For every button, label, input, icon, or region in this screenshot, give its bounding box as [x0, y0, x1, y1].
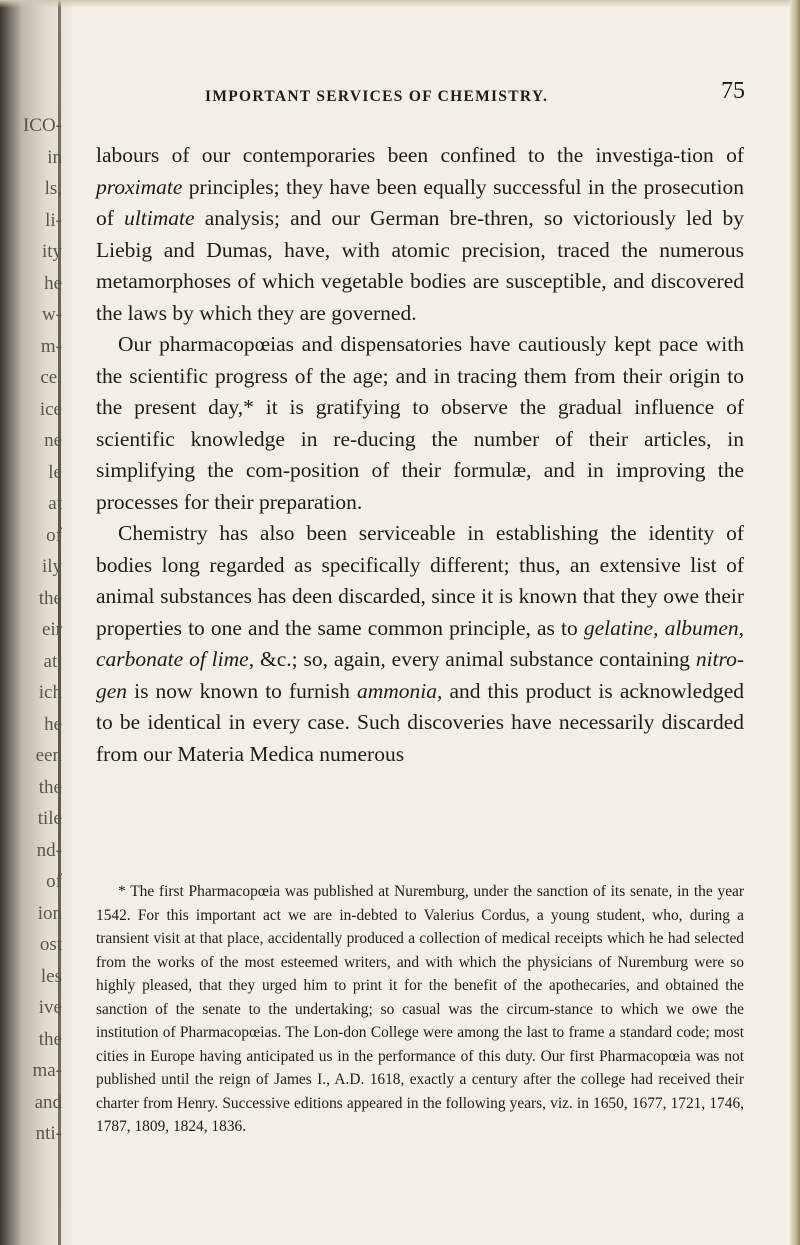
emphasis-substances: gelatine, albumen, carbonate of lime,: [96, 615, 744, 671]
bleed-fragment: the: [38, 776, 62, 798]
bleed-fragment: m-: [40, 335, 62, 357]
paragraph-2: Our pharmacopœias and dispensatories have cautiously kept pace with the scientific progress of the age; and in tracing them from their origin to the present day,* it is gratifying to observe the gradual influence of scientific knowledge in re-ducing the number of their articles, in simplifying the com-position of their formulæ, and in improving the processes for their preparation.: [96, 332, 744, 514]
paragraph-1: labours of our contemporaries been confined to the investiga-tion of proximate principles; they have been equally successful in the prosecution of ultimate analysis; and our German bre-thren, so victoriously led by Liebig and Dumas, have, with atomic precision, traced the numerous metamorphoses of which vegetable bodies are susceptible, and discovered the laws by which they are governed.: [96, 143, 744, 325]
paragraph-3: Chemistry has also been serviceable in establishing the identity of bodies long regarded as specifically different; thus, an extensive list of animal substances has deen discarded, since it is known that they owe their properties to one and the same common principle, as to gelatine, albumen, carbonate of lime, &c.; so, again, every animal substance containing nitro-gen is now known to furnish ammonia, and this product is acknowledged to be identical in every case. Such discoveries have necessarily discarded from our Materia Medica numerous: [96, 521, 744, 766]
bleed-fragment: w-: [41, 304, 62, 325]
emphasis-nitrogen: nitro-gen: [96, 647, 744, 703]
footnote-text: * The first Pharmacopœia was published at Nuremburg, under the sanction of its senate, in the year 1542. For this important act we are in-debted to Valerius Cordus, a young student, who, during a transient visit at that place, accidentally produced a collection of medical receipts which he had selected from the works of the most esteemed writers, and with which the physicians of Nuremburg were so highly pleased, that they urged him to print it for the benefit of the apothecaries, and obtained the sanction of the senate to the undertaking; so casual was the circum-stance to which we owe the institution of Pharmacopœias. The Lon-don College were among the last to frame a standard code; most cities in Europe having anticipated us in the performance of this duty. Our first Pharmacopœia was not published until the reign of James I., A.D. 1618, exactly a century after the college had received their charter from Henry. Successive editions appeared in the following years, viz. in 1650, 1677, 1721, 1746, 1787, 1809, 1824, 1836.: [96, 883, 744, 1135]
bleed-fragment: ne: [44, 430, 62, 451]
bleed-fragment: ls,: [44, 178, 62, 199]
bleed-fragment: and: [34, 1091, 62, 1113]
emphasis-proximate: proximate: [96, 174, 183, 199]
bleed-fragment: ive: [38, 997, 62, 1018]
page-header: [205, 78, 745, 112]
bleed-fragment: he: [44, 272, 62, 294]
bleed-fragment: ice: [39, 398, 62, 420]
bleed-fragment: ma-: [32, 1060, 62, 1081]
bleed-fragment: he: [44, 713, 62, 735]
bleed-fragment: een: [35, 745, 62, 766]
bleed-fragment: tile: [37, 808, 62, 829]
bleed-fragment: li-: [45, 209, 62, 231]
bleed-fragment: ich: [38, 682, 62, 703]
bleed-fragment: ity: [41, 241, 62, 262]
emphasis-ammonia: ammonia,: [356, 678, 443, 703]
bleed-fragment: in: [47, 146, 62, 168]
bleed-fragment: ily: [41, 556, 62, 577]
bleed-fragment: ICO-: [22, 115, 62, 136]
emphasis-ultimate: ultimate: [124, 206, 195, 230]
main-text: [96, 140, 744, 770]
bleed-fragment: of: [46, 871, 62, 892]
page-top-edge: [0, 0, 800, 8]
bleed-fragment: eir: [41, 619, 62, 640]
footnote: [96, 880, 744, 1139]
bleed-fragment: nd-: [36, 839, 62, 861]
bleed-fragment: at: [48, 493, 62, 514]
bleed-fragment: the: [38, 587, 62, 609]
bleed-fragment: les: [40, 965, 62, 987]
bleed-fragment: ce,: [40, 367, 62, 388]
bleed-fragment: of: [46, 524, 62, 546]
bleed-fragment: le: [48, 461, 62, 483]
facing-page-bleed: [2, 110, 62, 1150]
bleed-fragment: nti-: [35, 1123, 62, 1144]
page-right-edge: [790, 0, 800, 1245]
bleed-fragment: at,: [43, 650, 62, 672]
bleed-fragment: ost: [39, 934, 62, 955]
bleed-fragment: the: [38, 1028, 62, 1050]
bleed-fragment: ion: [37, 902, 62, 924]
running-head: IMPORTANT SERVICES OF CHEMISTRY.: [205, 88, 549, 105]
page-number: 75: [721, 78, 745, 104]
